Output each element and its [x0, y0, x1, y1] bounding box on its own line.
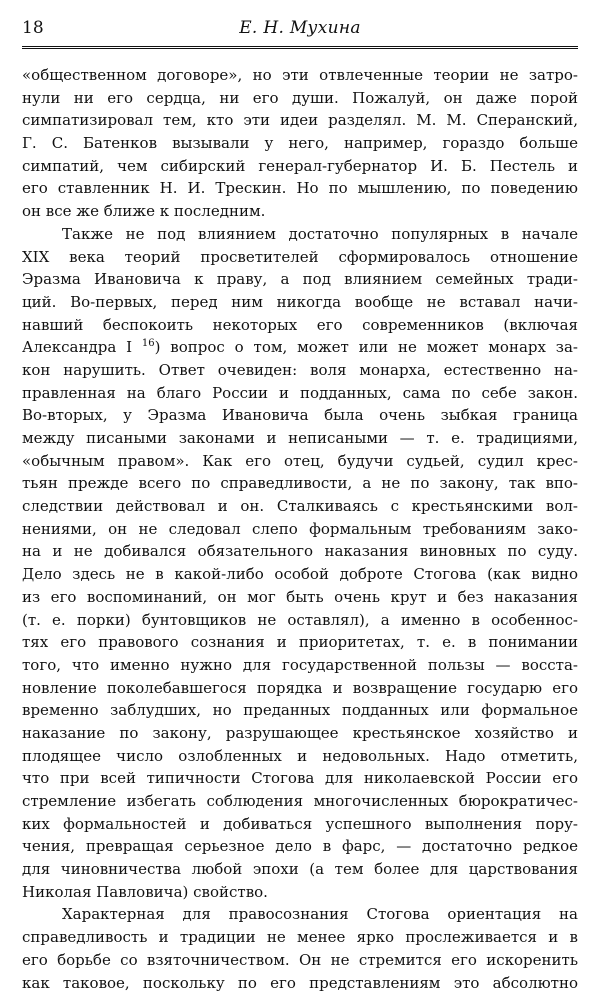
footnote-marker: 16: [142, 338, 155, 349]
text-line: Дело здесь не в какой-либо особой доброте Стогова (как видно: [22, 563, 578, 586]
text-line: его ставленник Н. И. Трескин. Но по мышлению, по поведению: [22, 177, 578, 200]
text-line: на и не добивался обязательного наказания виновных по суду.: [22, 540, 578, 563]
text-line: тях его правового сознания и приоритетах, т. е. в понимании: [22, 631, 578, 654]
text-line: XIX века теорий просветителей сформировалось отношение: [22, 246, 578, 269]
body-text: [22, 64, 578, 994]
header-rule: [22, 46, 578, 49]
text-line: тьян прежде всего по справедливости, а не по закону, так впо-: [22, 472, 578, 495]
paragraph: [22, 903, 578, 994]
text-line: справедливость и традиции не менее ярко прослеживается и в: [22, 926, 578, 949]
text-line: (т. е. порки) бунтовщиков не оставлял), а именно в особеннос-: [22, 609, 578, 632]
text-line: Во-вторых, у Эразма Ивановича была очень зыбкая граница: [22, 404, 578, 427]
text-line: временно заблудших, но преданных подданных или формальное: [22, 699, 578, 722]
paragraph: [22, 223, 578, 904]
text-line: он все же ближе к последним.: [22, 200, 578, 223]
text-line: новление поколебавшегося порядка и возвращение государю его: [22, 677, 578, 700]
text-line: того, что именно нужно для государственной пользы — восста-: [22, 654, 578, 677]
text-line: между писаными законами и неписаными — т. е. традициями,: [22, 427, 578, 450]
text-line: симпатизировал тем, кто эти идеи разделял. М. М. Сперанский,: [22, 109, 578, 132]
text-line: из его воспоминаний, он мог быть очень крут и без наказания: [22, 586, 578, 609]
text-line: ций. Во-первых, перед ним никогда вообще не вставал начи-: [22, 291, 578, 314]
text-line: Также не под влиянием достаточно популярных в начале: [22, 223, 578, 246]
text-line: Николая Павловича) свойство.: [22, 881, 578, 904]
text-line: Эразма Ивановича к праву, а под влиянием семейных тради-: [22, 268, 578, 291]
text-line: как таковое, поскольку по его представлениям это абсолютно: [22, 972, 578, 994]
text-line: его борьбе со взяточничеством. Он не стремится его искоренить: [22, 949, 578, 972]
text-line: что при всей типичности Стогова для николаевской России его: [22, 767, 578, 790]
text-line: нули ни его сердца, ни его души. Пожалуй, он даже порой: [22, 87, 578, 110]
page-header: [22, 16, 578, 48]
paragraph: [22, 64, 578, 223]
running-head: Е. Н. Мухина: [22, 18, 578, 38]
text-line: правленная на благо России и подданных, сама по себе закон.: [22, 382, 578, 405]
text-line: Александра I $^{16}$) вопрос о том, может или не может монарх за-: [22, 336, 578, 359]
text-line: для чиновничества любой эпохи (а тем более для царствования: [22, 858, 578, 881]
text-line: ких формальностей и добиваться успешного выполнения пору-: [22, 813, 578, 836]
text-line: «обычным правом». Как его отец, будучи судьей, судил крес-: [22, 450, 578, 473]
text-line: чения, превращая серьезное дело в фарс, — достаточно редкое: [22, 835, 578, 858]
text-line: кон нарушить. Ответ очевиден: воля монарха, естественно на-: [22, 359, 578, 382]
text-line: наказание по закону, разрушающее крестьянское хозяйство и: [22, 722, 578, 745]
text-line: следствии действовал и он. Сталкиваясь с крестьянскими вол-: [22, 495, 578, 518]
text-line: нениями, он не следовал слепо формальным требованиям зако-: [22, 518, 578, 541]
page-number: 18: [22, 18, 44, 38]
text-line: симпатий, чем сибирский генерал-губернатор И. Б. Пестель и: [22, 155, 578, 178]
text-line: плодящее число озлобленных и недовольных. Надо отметить,: [22, 745, 578, 768]
text-line: навший беспокоить некоторых его современников (включая: [22, 314, 578, 337]
text-line: стремление избегать соблюдения многочисленных бюрократичес-: [22, 790, 578, 813]
text-line: «общественном договоре», но эти отвлеченные теории не затро-: [22, 64, 578, 87]
text-line: Г. С. Батенков вызывали у него, например, гораздо больше: [22, 132, 578, 155]
text-line: Характерная для правосознания Стогова ориентация на: [22, 903, 578, 926]
